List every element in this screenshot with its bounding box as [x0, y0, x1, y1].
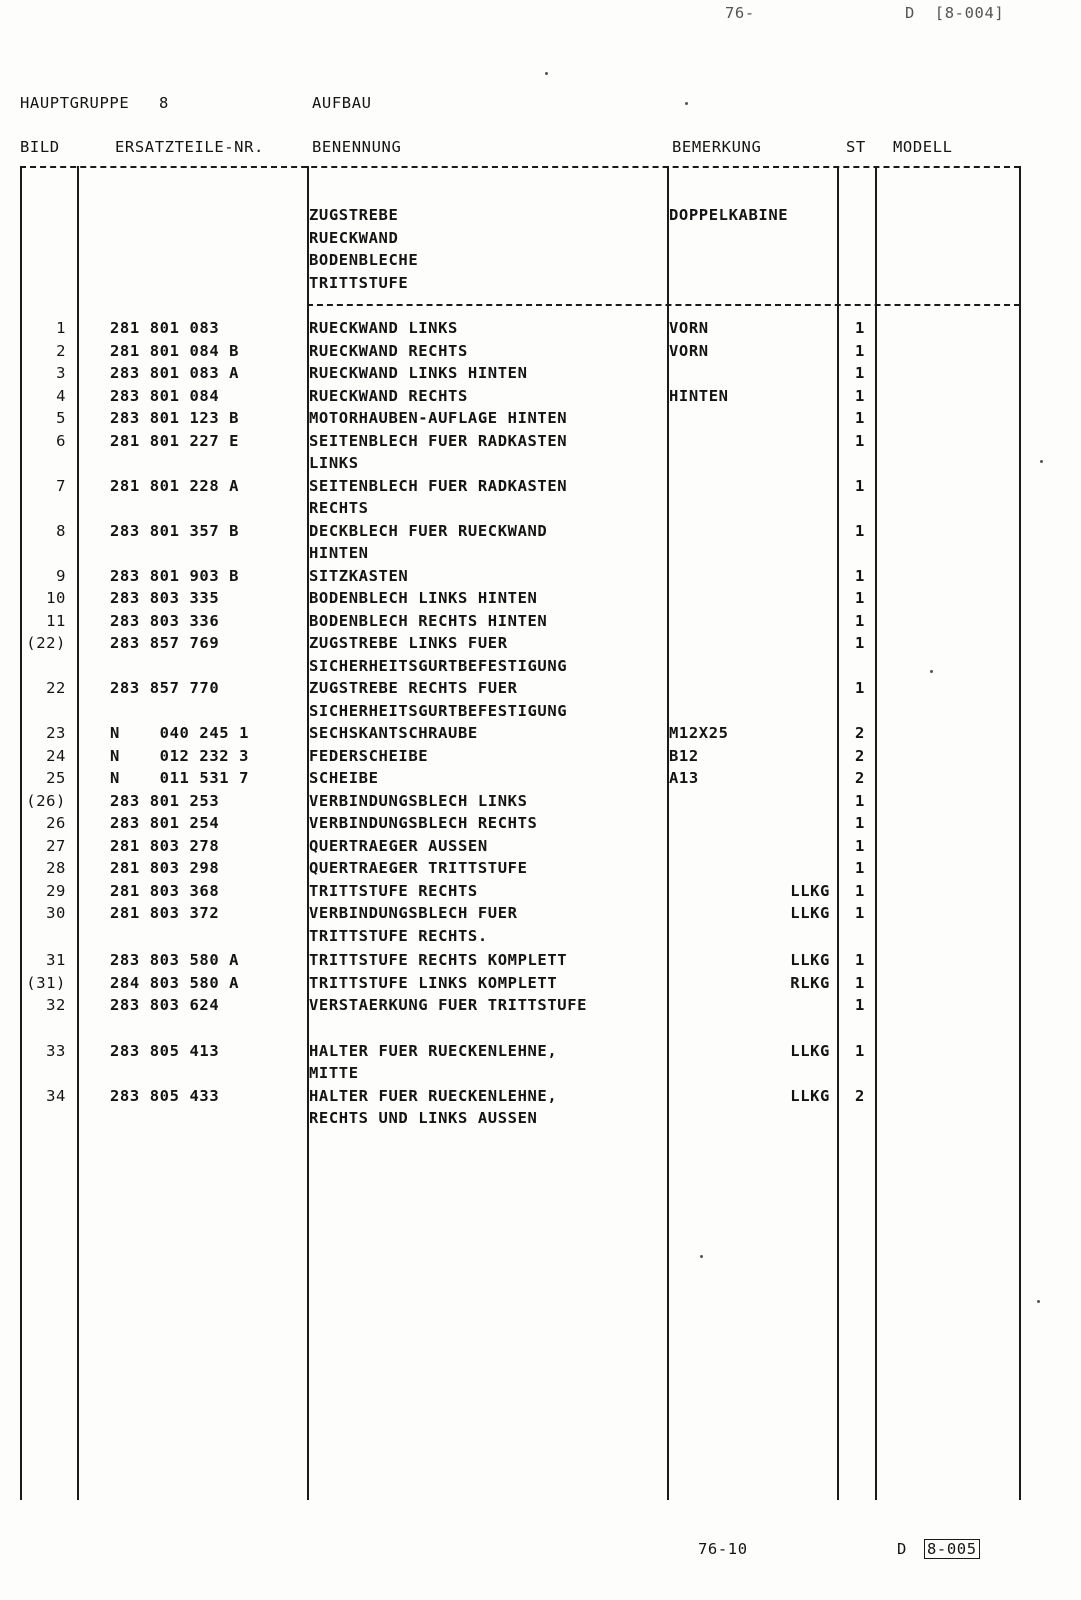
row-benennung: RECHTS UND LINKS AUSSEN	[309, 1109, 538, 1127]
row-benennung: TRITTSTUFE RECHTS KOMPLETT	[309, 951, 568, 969]
row-part-number: 283 801 083 A	[110, 364, 240, 382]
row-st: 1	[855, 951, 865, 969]
row-st: 1	[855, 476, 865, 495]
row-part-number: 284 803 580 A	[110, 973, 240, 992]
row-part-number: 283 857 769	[110, 634, 220, 652]
row-bemerkung: M12X25	[669, 724, 729, 742]
row-bild: 34	[46, 1086, 66, 1105]
row-bild: 23	[46, 724, 66, 742]
row-benennung: HINTEN	[309, 544, 369, 562]
row-part-number: 281 803 368	[110, 881, 220, 900]
row-benennung: TRITTSTUFE RECHTS	[309, 881, 478, 900]
row-st: 1	[855, 814, 865, 832]
col-nr: ERSATZTEILE-NR.	[115, 138, 264, 156]
row-st: 1	[855, 431, 865, 450]
row-benennung: MITTE	[309, 1064, 359, 1082]
scan-speck	[545, 72, 548, 75]
row-part-number: 283 801 903 B	[110, 566, 240, 585]
row-st: 1	[855, 859, 865, 877]
row-st: 1	[855, 791, 865, 810]
gruppe-name: AUFBAU	[312, 94, 372, 112]
row-benennung: FEDERSCHEIBE	[309, 746, 429, 765]
row-benennung: SICHERHEITSGURTBEFESTIGUNG	[309, 656, 568, 675]
hauptgruppe-label: HAUPTGRUPPE 8	[20, 94, 169, 112]
col-divider-6	[875, 166, 877, 1500]
row-bild: 11	[46, 611, 66, 630]
row-benennung: BODENBLECH LINKS HINTEN	[309, 589, 538, 607]
row-part-number: 283 857 770	[110, 679, 220, 697]
row-benennung: TRITTSTUFE LINKS KOMPLETT	[309, 973, 558, 992]
row-st: 1	[855, 881, 865, 900]
row-bild: 26	[46, 814, 66, 832]
row-bemerkung: VORN	[669, 319, 709, 337]
row-st: 1	[855, 409, 865, 427]
row-benennung: SEITENBLECH FUER RADKASTEN	[309, 431, 568, 450]
row-benennung: MOTORHAUBEN-AUFLAGE HINTEN	[309, 409, 568, 427]
scan-speck	[700, 1255, 703, 1258]
row-part-number: 283 801 084	[110, 386, 220, 405]
scan-speck	[930, 670, 933, 673]
row-st: 2	[855, 746, 865, 765]
row-st: 1	[855, 611, 865, 630]
row-benennung: QUERTRAEGER AUSSEN	[309, 836, 488, 855]
intro-name: TRITTSTUFE	[309, 273, 409, 292]
row-st: 1	[855, 566, 865, 585]
page-top-right: D [8-004]	[905, 4, 1005, 22]
col-bild: BILD	[20, 138, 60, 156]
row-st: 1	[855, 589, 865, 607]
row-bild: 10	[46, 589, 66, 607]
row-part-number: 283 803 335	[110, 589, 220, 607]
row-bemerkung: VORN	[669, 341, 709, 360]
row-bild: 31	[46, 951, 66, 969]
row-st: 1	[855, 364, 865, 382]
row-benennung: RUECKWAND LINKS	[309, 319, 458, 337]
row-part-number: 283 803 624	[110, 996, 220, 1014]
row-part-number: N 040 245 1	[110, 724, 250, 742]
col-bemerkung: BEMERKUNG	[672, 138, 762, 156]
row-bild: 9	[56, 566, 66, 585]
row-st: 1	[855, 996, 865, 1014]
intro-name: RUECKWAND	[309, 228, 399, 247]
scan-speck	[1037, 1300, 1040, 1303]
row-bild: 33	[46, 1041, 66, 1060]
row-part-number: 283 803 336	[110, 611, 220, 630]
row-benennung: SECHSKANTSCHRAUBE	[309, 724, 478, 742]
row-benennung: SEITENBLECH FUER RADKASTEN	[309, 476, 568, 495]
row-bild: 2	[56, 341, 66, 360]
row-bild: 4	[56, 386, 66, 405]
row-part-number: N 011 531 7	[110, 769, 250, 787]
row-benennung: RECHTS	[309, 499, 369, 517]
row-bild: 29	[46, 881, 66, 900]
intro-rule	[307, 304, 1020, 308]
row-bild: 25	[46, 769, 66, 787]
col-benennung: BENENNUNG	[312, 138, 402, 156]
col-st: ST	[846, 138, 866, 156]
row-st: 1	[855, 836, 865, 855]
row-benennung: SITZKASTEN	[309, 566, 409, 585]
row-st: 1	[855, 341, 865, 360]
col-divider-2	[77, 166, 79, 1500]
row-bild: (22)	[26, 634, 66, 652]
col-divider-5	[837, 166, 839, 1500]
row-bild: 24	[46, 746, 66, 765]
row-bild: 8	[56, 521, 66, 540]
page-top-ref: 76-	[725, 4, 755, 22]
row-benennung: BODENBLECH RECHTS HINTEN	[309, 611, 548, 630]
row-benennung: ZUGSTREBE RECHTS FUER	[309, 679, 518, 697]
row-bemerkung: LLKG	[790, 904, 830, 922]
row-bemerkung: B12	[669, 746, 699, 765]
row-benennung: ZUGSTREBE LINKS FUER	[309, 634, 508, 652]
row-benennung: VERBINDUNGSBLECH RECHTS	[309, 814, 538, 832]
intro-name: BODENBLECHE	[309, 251, 419, 269]
row-st: 1	[855, 386, 865, 405]
col-divider-7	[1019, 166, 1021, 1500]
col-divider-4	[667, 166, 669, 1500]
row-bemerkung: RLKG	[790, 973, 830, 992]
row-bemerkung: LLKG	[790, 1086, 830, 1105]
row-bemerkung: HINTEN	[669, 386, 729, 405]
row-bild: (31)	[26, 973, 66, 992]
col-modell: MODELL	[893, 138, 953, 156]
row-benennung: HALTER FUER RUECKENLEHNE,	[309, 1041, 558, 1060]
row-st: 1	[855, 521, 865, 540]
row-bild: 6	[56, 431, 66, 450]
row-bild: 3	[56, 364, 66, 382]
row-benennung: LINKS	[309, 454, 359, 472]
row-bild: 7	[56, 476, 66, 495]
row-bemerkung: LLKG	[790, 951, 830, 969]
row-benennung: VERSTAERKUNG FUER TRITTSTUFE	[309, 996, 588, 1014]
row-part-number: 281 801 084 B	[110, 341, 240, 360]
row-benennung: SCHEIBE	[309, 769, 379, 787]
row-benennung: RUECKWAND RECHTS	[309, 341, 468, 360]
row-bild: 22	[46, 679, 66, 697]
intro-bemerkung: DOPPELKABINE	[669, 206, 789, 224]
row-st: 1	[855, 634, 865, 652]
row-part-number: 281 803 372	[110, 904, 220, 922]
row-benennung: QUERTRAEGER TRITTSTUFE	[309, 859, 528, 877]
row-benennung: VERBINDUNGSBLECH FUER	[309, 904, 518, 922]
row-benennung: VERBINDUNGSBLECH LINKS	[309, 791, 528, 810]
row-benennung: TRITTSTUFE RECHTS.	[309, 926, 488, 945]
row-part-number: 281 801 083	[110, 319, 220, 337]
row-benennung: SICHERHEITSGURTBEFESTIGUNG	[309, 701, 568, 720]
row-part-number: 283 801 357 B	[110, 521, 240, 540]
row-bemerkung: LLKG	[790, 881, 830, 900]
row-st: 2	[855, 769, 865, 787]
row-part-number: 283 801 254	[110, 814, 220, 832]
scan-speck	[1040, 460, 1043, 463]
row-bild: 30	[46, 904, 66, 922]
header-rule	[20, 166, 1020, 170]
intro-name: ZUGSTREBE	[309, 206, 399, 224]
row-part-number: 281 803 298	[110, 859, 220, 877]
footer-code-prefix: D	[897, 1540, 907, 1558]
row-part-number: 281 801 228 A	[110, 476, 240, 495]
row-bild: 27	[46, 836, 66, 855]
row-part-number: 281 803 278	[110, 836, 220, 855]
row-part-number: 281 801 227 E	[110, 431, 240, 450]
row-part-number: 283 805 433	[110, 1086, 220, 1105]
row-benennung: DECKBLECH FUER RUECKWAND	[309, 521, 548, 540]
row-part-number: N 012 232 3	[110, 746, 250, 765]
row-bemerkung: A13	[669, 769, 699, 787]
row-st: 2	[855, 1086, 865, 1105]
col-divider-1	[20, 166, 22, 1500]
footer-page: 76-10	[698, 1540, 748, 1558]
row-bild: 28	[46, 859, 66, 877]
row-bild: 32	[46, 996, 66, 1014]
row-bild: (26)	[26, 791, 66, 810]
row-part-number: 283 801 123 B	[110, 409, 240, 427]
row-benennung: RUECKWAND LINKS HINTEN	[309, 364, 528, 382]
row-bild: 1	[56, 319, 66, 337]
row-part-number: 283 805 413	[110, 1041, 220, 1060]
scan-speck	[685, 102, 688, 105]
row-st: 2	[855, 724, 865, 742]
row-part-number: 283 801 253	[110, 791, 220, 810]
row-bemerkung: LLKG	[790, 1041, 830, 1060]
row-bild: 5	[56, 409, 66, 427]
row-st: 1	[855, 1041, 865, 1060]
row-part-number: 283 803 580 A	[110, 951, 240, 969]
row-benennung: HALTER FUER RUECKENLEHNE,	[309, 1086, 558, 1105]
footer-code: 8-005	[924, 1539, 980, 1559]
row-st: 1	[855, 679, 865, 697]
row-st: 1	[855, 973, 865, 992]
row-st: 1	[855, 319, 865, 337]
row-st: 1	[855, 904, 865, 922]
row-benennung: RUECKWAND RECHTS	[309, 386, 468, 405]
